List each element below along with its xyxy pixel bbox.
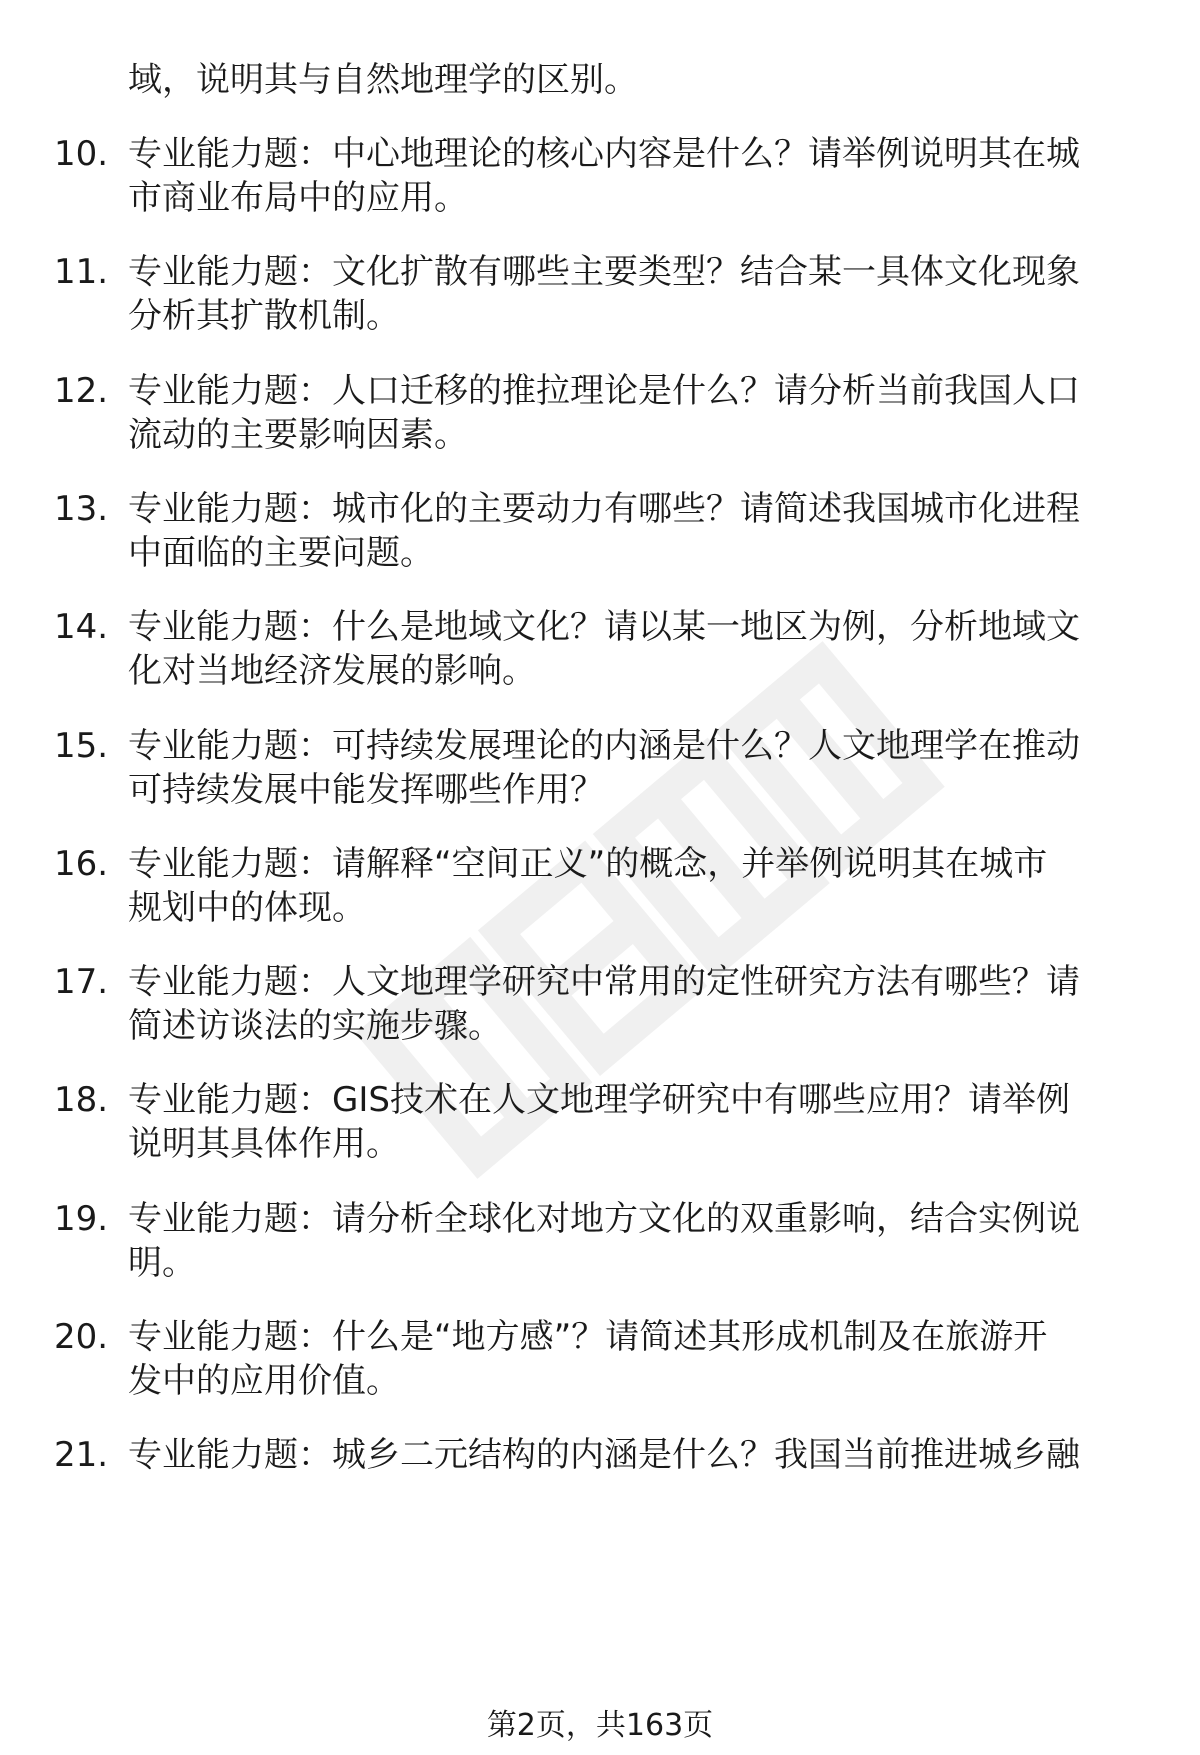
question-number: 20.: [54, 1317, 109, 1357]
question-text-line-1: 专业能力题：可持续发展理论的内涵是什么？人文地理学在推动: [128, 725, 1080, 766]
question-text-line-1: 专业能力题：中心地理论的核心内容是什么？请举例说明其在城: [128, 134, 1080, 174]
question-number: 15.: [54, 725, 109, 766]
question-text-line-1: 专业能力题：城乡二元结构的内涵是什么？我国当前推进城乡融: [128, 1435, 1080, 1476]
question-number: 18.: [54, 1080, 109, 1121]
question-text-line-1: 专业能力题：GIS技术在人文地理学研究中有哪些应用？请举例: [128, 1080, 1070, 1121]
question-text-line-2: 市商业布局中的应用。: [128, 178, 468, 218]
question-text-line-2: 可持续发展中能发挥哪些作用？: [128, 769, 604, 810]
question-text-line-1: 专业能力题：什么是“地方感”？请简述其形成机制及在旅游开: [128, 1317, 1048, 1357]
question-text-line-1: 专业能力题：请分析全球化对地方文化的双重影响，结合实例说: [128, 1198, 1080, 1239]
question-text-line-2: 中面临的主要问题。: [128, 532, 434, 573]
question-number: 12.: [54, 370, 109, 411]
question-number: 11.: [54, 252, 109, 293]
question-number: 14.: [54, 607, 109, 648]
page-footer: 第2页，共163页: [486, 1708, 714, 1743]
question-text-line-1: 专业能力题：城市化的主要动力有哪些？请简述我国城市化进程: [128, 488, 1080, 529]
question-text-line-2: 发中的应用价值。: [128, 1361, 400, 1401]
question-text-line-2: 化对当地经济发展的影响。: [128, 651, 536, 692]
question-text-line-1: 专业能力题：什么是地域文化？请以某一地区为例，分析地域文: [128, 607, 1080, 648]
question-text-line-1: 专业能力题：人口迁移的推拉理论是什么？请分析当前我国人口: [128, 370, 1080, 411]
question-number: 19.: [54, 1198, 109, 1239]
question-text-line-1: 专业能力题：人文地理学研究中常用的定性研究方法有哪些？请: [128, 962, 1080, 1003]
question-text-line-2: 简述访谈法的实施步骤。: [128, 1006, 502, 1047]
question-text-line-2: 说明其具体作用。: [128, 1124, 400, 1165]
question-text-line-2: 规划中的体现。: [128, 887, 366, 928]
question-text-line-1: 专业能力题：文化扩散有哪些主要类型？结合某一具体文化现象: [128, 252, 1080, 293]
question-number: 10.: [54, 134, 109, 174]
question-text-line-2: 明。: [128, 1242, 196, 1283]
question-number: 21.: [54, 1435, 109, 1476]
question-number: 17.: [54, 962, 109, 1003]
continuation-text: 域，说明其与自然地理学的区别。: [128, 60, 638, 100]
question-text-line-1: 专业能力题：请解释“空间正义”的概念，并举例说明其在城市: [128, 843, 1048, 884]
question-number: 16.: [54, 843, 109, 884]
question-text-line-2: 分析其扩散机制。: [128, 296, 400, 337]
question-text-line-2: 流动的主要影响因素。: [128, 414, 468, 455]
question-number: 13.: [54, 488, 109, 529]
